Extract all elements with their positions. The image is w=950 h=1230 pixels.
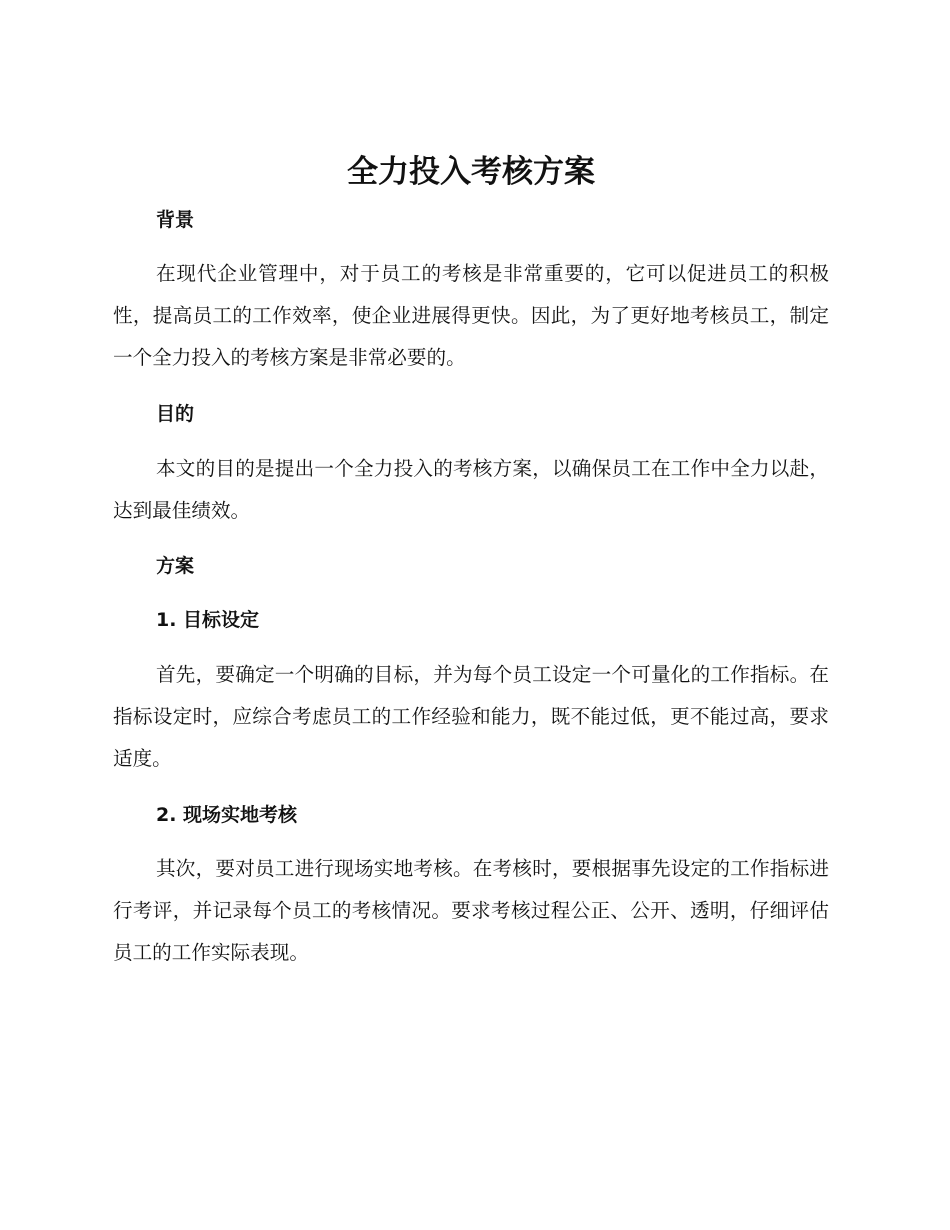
document-title: 全力投入考核方案 bbox=[347, 154, 595, 190]
section-heading-onsite-assessment: 2. 现场实地考核 bbox=[156, 804, 298, 826]
section-heading-plan: 方案 bbox=[156, 555, 195, 577]
section-paragraph-onsite-assessment: 其次，要对员工进行现场实地考核。在考核时，要根据事先设定的工作指标进行考评，并记录每个员工的考核情况。要求考核过程公正、公开、透明，仔细评估员工的工作实际表现。 bbox=[113, 857, 829, 964]
section-heading-goal-setting: 1. 目标设定 bbox=[156, 609, 260, 631]
section-heading-background: 背景 bbox=[156, 209, 195, 231]
section-paragraph-background: 在现代企业管理中，对于员工的考核是非常重要的，它可以促进员工的积极性，提高员工的工作效率，使企业进展得更快。因此，为了更好地考核员工，制定一个全力投入的考核方案是非常必要的。 bbox=[113, 262, 829, 369]
section-paragraph-purpose: 本文的目的是提出一个全力投入的考核方案，以确保员工在工作中全力以赴，达到最佳绩效。 bbox=[113, 457, 829, 522]
section-paragraph-goal-setting: 首先，要确定一个明确的目标，并为每个员工设定一个可量化的工作指标。在指标设定时，应综合考虑员工的工作经验和能力，既不能过低，更不能过高，要求适度。 bbox=[113, 663, 829, 770]
section-heading-purpose: 目的 bbox=[156, 403, 195, 425]
